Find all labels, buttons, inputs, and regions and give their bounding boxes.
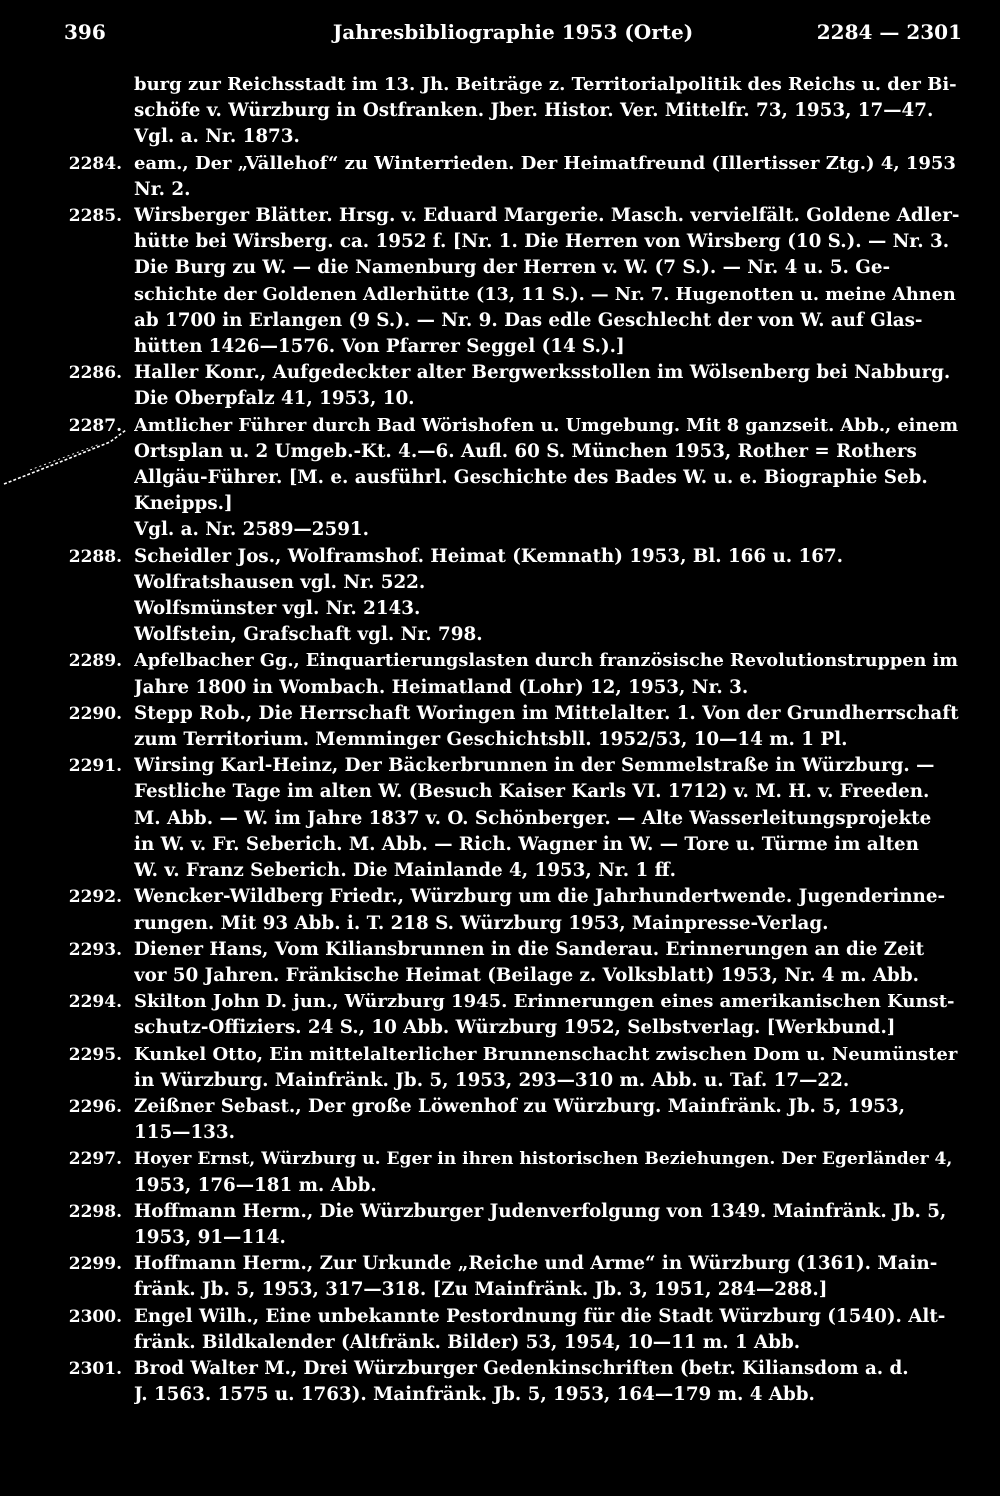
bibliography-entry <box>0 648 1000 700</box>
bibliography-entry <box>0 203 1000 360</box>
entry-line: Zeißner Sebast., Der große Löwenhof zu Würzburg. Mainfränk. Jb. 5, 1953, <box>134 1095 905 1117</box>
entry-line: in W. v. Fr. Seberich. M. Abb. — Rich. Wagner in W. — Tore u. Türme im alten <box>134 833 919 855</box>
entry-text <box>134 884 962 936</box>
entry-text <box>134 1304 962 1356</box>
bibliography-entry <box>0 701 1000 753</box>
bibliography-entry <box>0 884 1000 936</box>
entry-line: burg zur Reichsstadt im 13. Jh. Beiträge z. Territorialpolitik des Reichs u. der Bi- <box>134 74 957 95</box>
entry-line: hütte bei Wirsberg. ca. 1952 f. [Nr. 1. Die Herren von Wirsberg (10 S.). — Nr. 3. <box>134 231 950 253</box>
entry-number: 2299. <box>68 1254 122 1275</box>
bibliography-entries <box>0 72 1000 1408</box>
bibliography-entry <box>0 413 1000 544</box>
entry-line: vor 50 Jahren. Fränkische Heimat (Beilage z. Volksblatt) 1953, Nr. 4 m. Abb. <box>134 964 919 986</box>
entry-text <box>134 701 962 753</box>
entry-text <box>134 413 962 544</box>
bibliography-entry <box>0 72 1000 151</box>
entry-line: Haller Konr., Aufgedeckter alter Bergwerksstollen im Wölsenberg bei Nabburg. <box>134 362 951 384</box>
entry-text <box>134 1356 962 1408</box>
entry-number: 2289. <box>68 651 122 672</box>
entry-number: 2296. <box>68 1096 122 1117</box>
entry-text <box>134 1042 962 1094</box>
bibliography-entry <box>0 937 1000 989</box>
entry-line: W. v. Franz Seberich. Die Mainlande 4, 1953, Nr. 1 ff. <box>134 860 676 882</box>
bibliography-entry <box>0 753 1000 884</box>
entry-line: Amtlicher Führer durch Bad Wörishofen u. Umgebung. Mit 8 ganzseit. Abb., einem <box>134 414 959 436</box>
entry-text <box>134 1199 962 1251</box>
entry-line: M. Abb. — W. im Jahre 1837 v. O. Schönberger. — Alte Wasserleitungsprojekte <box>134 807 932 829</box>
entry-line: Vgl. a. Nr. 1873. <box>134 126 300 148</box>
entry-line: Wolfstein, Grafschaft vgl. Nr. 798. <box>134 624 483 646</box>
page-title: Jahresbibliographie 1953 (Orte) <box>332 20 694 44</box>
bibliography-entry <box>0 1251 1000 1303</box>
entry-line: Hoyer Ernst, Würzburg u. Eger in ihren historischen Beziehungen. Der Egerländer 4, <box>134 1149 953 1170</box>
entry-number: 2286. <box>68 363 122 384</box>
entry-line: schutz-Offiziers. 24 S., 10 Abb. Würzburg 1952, Selbstverlag. [Werkbund.] <box>134 1017 896 1039</box>
bibliography-entry <box>0 360 1000 412</box>
entry-line: Festliche Tage im alten W. (Besuch Kaiser Karls VI. 1712) v. M. H. v. Freeden. <box>134 781 930 803</box>
entry-line: schöfe v. Würzburg in Ostfranken. Jber. Histor. Ver. Mittelfr. 73, 1953, 17—47. <box>134 100 934 122</box>
entry-line: in Würzburg. Mainfränk. Jb. 5, 1953, 293—310 m. Abb. u. Taf. 17—22. <box>134 1069 850 1091</box>
entry-number: 2301. <box>68 1358 122 1379</box>
entry-number: 2298. <box>68 1201 122 1222</box>
bibliography-entry <box>0 1146 1000 1198</box>
entry-number: 2291. <box>68 756 122 777</box>
entry-line: eam., Der „Vällehof“ zu Winterrieden. Der Heimatfreund (Illertisser Ztg.) 4, 1953 <box>134 152 956 174</box>
entry-line: hütten 1426—1576. Von Pfarrer Seggel (14 S.).] <box>134 336 625 358</box>
entry-line: rungen. Mit 93 Abb. i. T. 218 S. Würzburg 1953, Mainpresse-Verlag. <box>134 912 829 934</box>
entry-number: 2292. <box>68 887 122 908</box>
entry-text <box>134 360 962 412</box>
entry-number: 2285. <box>68 206 122 227</box>
entry-text <box>134 151 962 203</box>
entry-line: fränk. Bildkalender (Altfränk. Bilder) 53, 1954, 10—11 m. 1 Abb. <box>134 1331 801 1353</box>
entry-line: Die Oberpfalz 41, 1953, 10. <box>134 388 415 410</box>
entry-line: Stepp Rob., Die Herrschaft Woringen im Mittelalter. 1. Von der Grundherrschaft <box>134 702 959 724</box>
entry-number: 2287. <box>68 415 122 436</box>
entry-text <box>134 1146 962 1198</box>
entry-line: 1953, 91—114. <box>134 1226 286 1248</box>
entry-line: Engel Wilh., Eine unbekannte Pestordnung für die Stadt Würzburg (1540). Alt- <box>134 1305 946 1327</box>
entry-line: Kneipps.] <box>134 493 233 515</box>
entry-line: Skilton John D. jun., Würzburg 1945. Erinnerungen eines amerikanischen Kunst- <box>134 991 955 1013</box>
entry-line: Jahre 1800 in Wombach. Heimatland (Lohr) 12, 1953, Nr. 3. <box>134 676 749 698</box>
entry-line: Apfelbacher Gg., Einquartierungslasten durch französische Revolutionstruppen im <box>134 650 958 672</box>
entry-text <box>134 989 962 1041</box>
entry-line: Wolfsmünster vgl. Nr. 2143. <box>134 598 421 620</box>
entry-line: Wolfratshausen vgl. Nr. 522. <box>134 571 426 593</box>
entry-number: 2297. <box>68 1149 122 1170</box>
entry-line: Brod Walter M., Drei Würzburger Gedenkinschriften (betr. Kiliansdom a. d. <box>134 1357 909 1379</box>
entry-number: 2288. <box>68 546 122 567</box>
bibliography-entry <box>0 1199 1000 1251</box>
bibliography-entry <box>0 151 1000 203</box>
entry-text <box>134 1251 962 1303</box>
entry-line: zum Territorium. Memminger Geschichtsbll. 1952/53, 10—14 m. 1 Pl. <box>134 729 848 751</box>
entry-line: Die Burg zu W. — die Namenburg der Herren v. W. (7 S.). — Nr. 4 u. 5. Ge- <box>134 257 891 279</box>
entry-line: Wencker-Wildberg Friedr., Würzburg um die Jahrhundertwende. Jugenderinne- <box>134 886 946 908</box>
page-number: 396 <box>64 20 106 44</box>
bibliography-entry <box>0 1094 1000 1146</box>
entry-line: Scheidler Jos., Wolframshof. Heimat (Kemnath) 1953, Bl. 166 u. 167. <box>134 545 844 567</box>
entry-number: 2295. <box>68 1044 122 1065</box>
entry-line: 1953, 176—181 m. Abb. <box>134 1174 377 1196</box>
entry-text <box>134 544 962 649</box>
entry-number: 2294. <box>68 992 122 1013</box>
entry-line: Kunkel Otto, Ein mittelalterlicher Brunnenschacht zwischen Dom u. Neumünster <box>134 1043 958 1065</box>
entry-text <box>134 203 962 360</box>
entry-line: Wirsberger Blätter. Hrsg. v. Eduard Margerie. Masch. vervielfält. Goldene Adler- <box>134 205 960 227</box>
bibliography-entry <box>0 989 1000 1041</box>
entry-number: 2293. <box>68 939 122 960</box>
entry-text <box>134 937 962 989</box>
entry-text <box>134 648 962 700</box>
entry-line: ab 1700 in Erlangen (9 S.). — Nr. 9. Das edle Geschlecht der von W. auf Glas- <box>134 309 923 331</box>
entry-line: Nr. 2. <box>134 178 191 200</box>
entry-line: Ortsplan u. 2 Umgeb.-Kt. 4.—6. Aufl. 60 S. München 1953, Rother = Rothers <box>134 440 917 462</box>
entry-line: Vgl. a. Nr. 2589—2591. <box>134 519 370 541</box>
entry-number: 2284. <box>68 153 122 174</box>
entry-line: fränk. Jb. 5, 1953, 317—318. [Zu Mainfränk. Jb. 3, 1951, 284—288.] <box>134 1279 828 1301</box>
entry-line: Wirsing Karl-Heinz, Der Bäckerbrunnen in der Semmelstraße in Würzburg. — <box>134 755 935 777</box>
bibliography-entry <box>0 1304 1000 1356</box>
entry-text <box>134 72 962 151</box>
entry-line: 115—133. <box>134 1122 235 1144</box>
entry-number: 2300. <box>68 1306 122 1327</box>
page-header <box>64 20 962 52</box>
entry-line: schichte der Goldenen Adlerhütte (13, 11 S.). — Nr. 7. Hugenotten u. meine Ahnen <box>134 283 956 305</box>
bibliography-entry <box>0 544 1000 649</box>
entry-range: 2284 — 2301 <box>816 20 962 44</box>
entry-line: Diener Hans, Vom Kiliansbrunnen in die Sanderau. Erinnerungen an die Zeit <box>134 938 925 960</box>
entry-line: Allgäu-Führer. [M. e. ausführl. Geschichte des Bades W. u. e. Biographie Seb. <box>134 467 928 489</box>
entry-line: J. 1563. 1575 u. 1763). Mainfränk. Jb. 5, 1953, 164—179 m. 4 Abb. <box>134 1384 815 1406</box>
bibliography-entry <box>0 1356 1000 1408</box>
entry-text <box>134 753 962 884</box>
entry-line: Hoffmann Herm., Die Würzburger Judenverfolgung von 1349. Mainfränk. Jb. 5, <box>134 1200 947 1222</box>
entry-number: 2290. <box>68 703 122 724</box>
bibliography-entry <box>0 1042 1000 1094</box>
entry-text <box>134 1094 962 1146</box>
entry-line: Hoffmann Herm., Zur Urkunde „Reiche und Arme“ in Würzburg (1361). Main- <box>134 1253 938 1275</box>
